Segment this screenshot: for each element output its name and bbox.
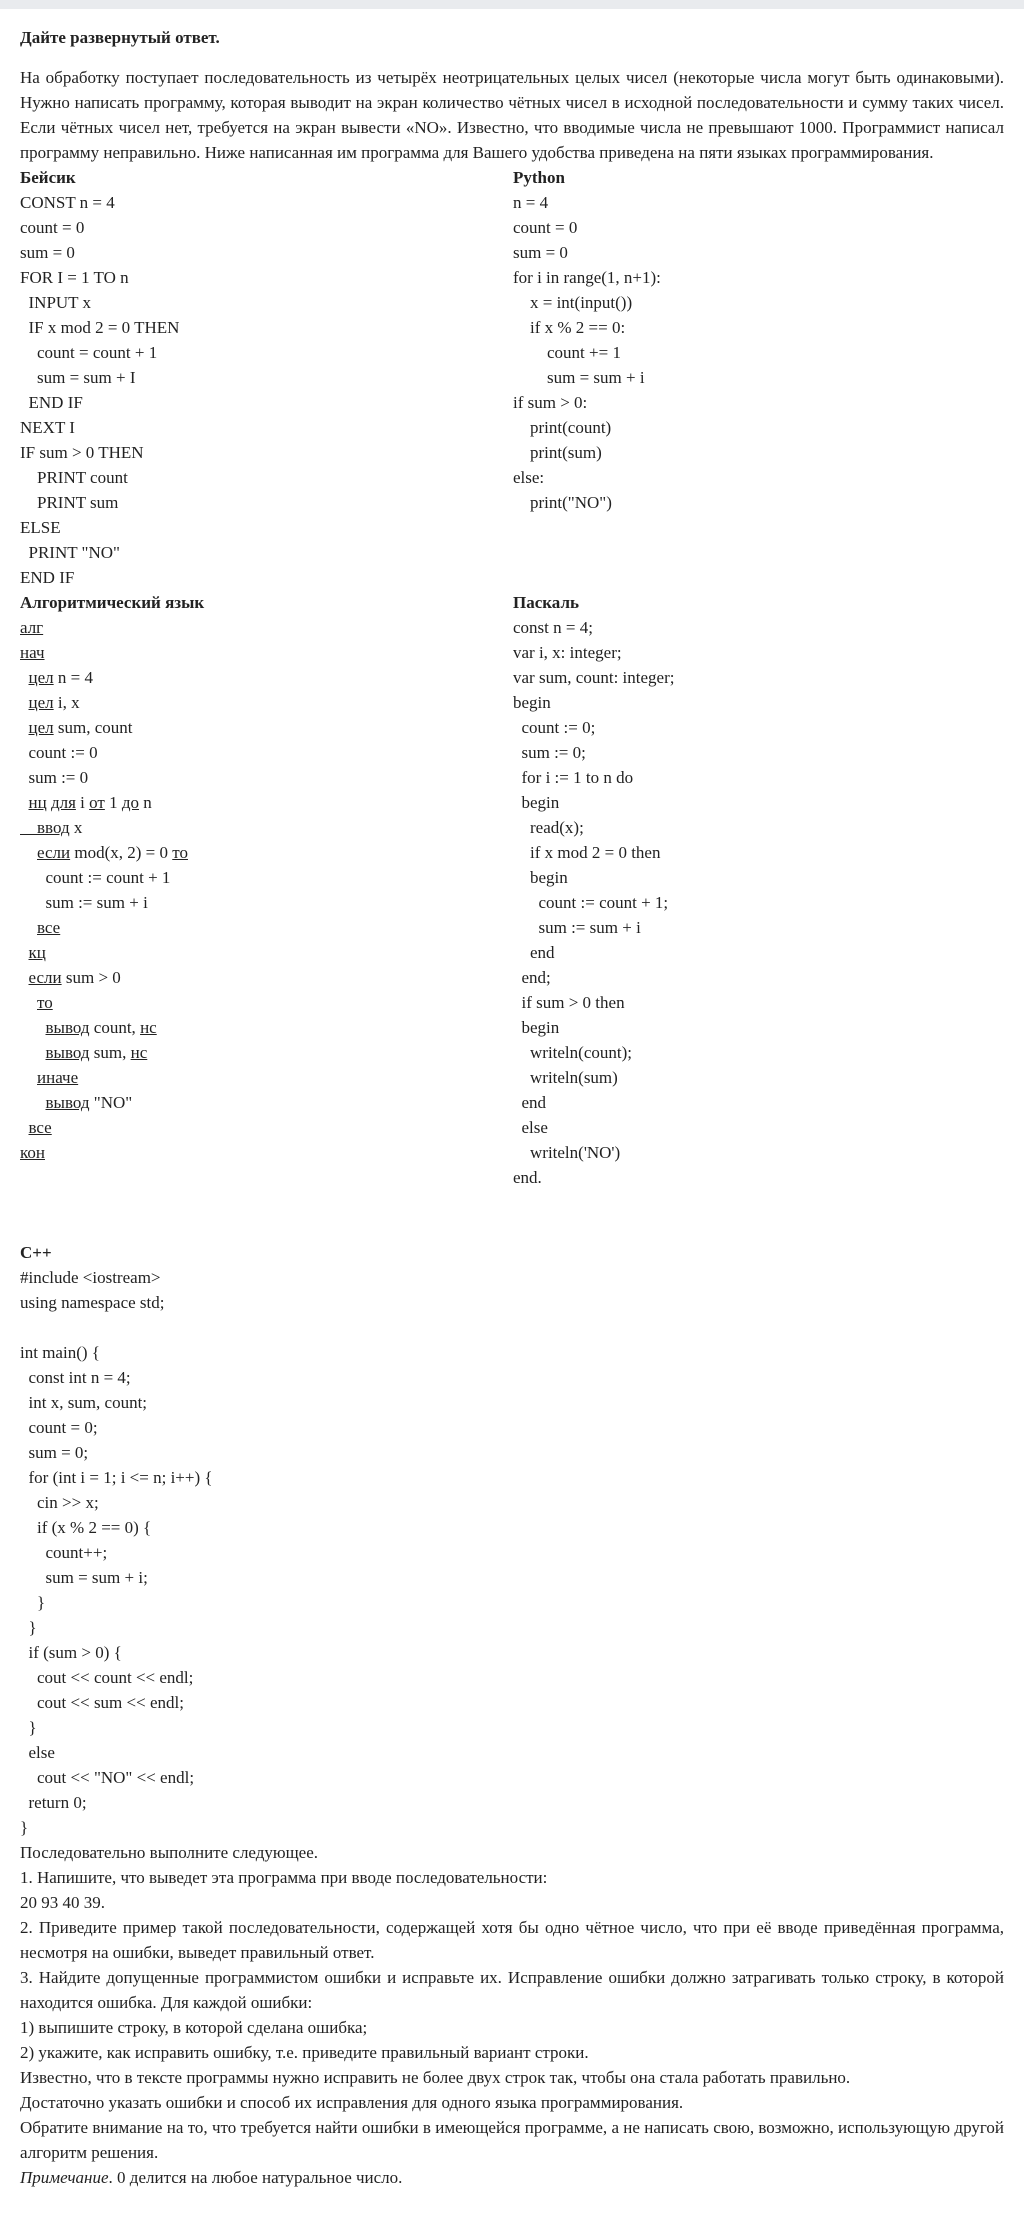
code-text: "NO" xyxy=(89,1093,133,1112)
code-line: if (sum > 0) { xyxy=(20,1643,122,1662)
question-line: Достаточно указать ошибки и способ их исправления для одного языка программирования. xyxy=(20,2093,684,2112)
code-line: x = int(input()) xyxy=(513,293,633,312)
code-line: count = 0 xyxy=(513,218,578,237)
spacer xyxy=(20,1190,1004,1215)
code-text: n xyxy=(139,793,152,812)
keyword: все xyxy=(28,1118,52,1137)
code-line: using namespace std; xyxy=(20,1293,165,1312)
code-line: NEXT I xyxy=(20,418,75,437)
cpp-header: C++ xyxy=(20,1243,52,1262)
code-line: begin xyxy=(513,1018,560,1037)
python-header: Python xyxy=(513,168,565,187)
code-line: for i := 1 to n do xyxy=(513,768,634,787)
question-line: 20 93 40 39. xyxy=(20,1893,105,1912)
code-line: return 0; xyxy=(20,1793,87,1812)
code-line: PRINT count xyxy=(20,468,128,487)
code-line: int main() { xyxy=(20,1343,100,1362)
task-intro: На обработку поступает последовательность из четырёх неотрицательных целых чисел (некоторые числа могут быть одинаковыми). Нужно написать программу, которая выводит на экран количество чётных чисел в исходной последовательности и сумму таких чисел. Если чётных чисел нет, требуется на экран вывести «NO». Известно, что вводимые числа не превышают 1000. Программист написал программу неправильно. Ниже написанная им программа для Вашего удобства приведена на пяти языках программирования. xyxy=(20,68,1004,162)
code-line: END IF xyxy=(20,568,75,587)
code-text: n = 4 xyxy=(53,668,93,687)
code-line: sum = sum + I xyxy=(20,368,136,387)
keyword: цел xyxy=(28,718,54,737)
code-text: sum := sum + i xyxy=(45,893,148,912)
code-line: sum := sum + i xyxy=(513,918,641,937)
code-line: } xyxy=(20,1618,37,1637)
code-text: mod(x, 2) = 0 xyxy=(70,843,173,862)
keyword: все xyxy=(37,918,61,937)
code-line: CONST n = 4 xyxy=(20,193,115,212)
code-line: count := 0; xyxy=(513,718,596,737)
keyword: нс xyxy=(130,1043,148,1062)
code-line: var i, x: integer; xyxy=(513,643,622,662)
code-line: cout << "NO" << endl; xyxy=(20,1768,195,1787)
code-line: var sum, count: integer; xyxy=(513,668,675,687)
keyword: если xyxy=(37,843,71,862)
code-line: ELSE xyxy=(20,518,61,537)
code-line: sum = 0; xyxy=(20,1443,89,1462)
code-line xyxy=(20,790,513,815)
code-text: count := count + 1 xyxy=(45,868,171,887)
note-line xyxy=(20,2165,1004,2190)
code-line xyxy=(20,715,513,740)
code-text: x xyxy=(69,818,83,837)
code-line: if x % 2 == 0: xyxy=(513,318,626,337)
code-line: for i in range(1, n+1): xyxy=(513,268,661,287)
keyword: от xyxy=(89,793,105,812)
code-line: IF sum > 0 THEN xyxy=(20,443,144,462)
keyword: то xyxy=(37,993,53,1012)
code-line: count++; xyxy=(20,1543,108,1562)
code-line: end xyxy=(513,1093,547,1112)
spacer xyxy=(20,1215,1004,1240)
python-code xyxy=(513,190,1004,515)
code-line: else xyxy=(513,1118,548,1137)
code-line xyxy=(20,1015,513,1040)
code-line: PRINT "NO" xyxy=(20,543,120,562)
code-line: count = 0; xyxy=(20,1418,98,1437)
code-line: count = 0 xyxy=(20,218,85,237)
keyword xyxy=(20,818,37,837)
code-line: count = count + 1 xyxy=(20,343,158,362)
code-line: writeln(count); xyxy=(513,1043,632,1062)
code-line: } xyxy=(20,1593,46,1612)
code-line xyxy=(20,765,513,790)
code-text: i, x xyxy=(53,693,80,712)
code-line: begin xyxy=(513,868,568,887)
code-line: if x mod 2 = 0 then xyxy=(513,843,661,862)
code-line: sum := 0; xyxy=(513,743,586,762)
question-line: 3. Найдите допущенные программистом ошибки и исправьте их. Исправление ошибки должно затрагивать только строку, в которой находится ошибка. Для каждой ошибки: xyxy=(20,1968,1004,2012)
code-line: end. xyxy=(513,1168,542,1187)
code-line xyxy=(20,840,513,865)
code-line: sum = 0 xyxy=(20,243,75,262)
keyword: вывод xyxy=(45,1018,90,1037)
algo-block xyxy=(20,590,513,1190)
code-line xyxy=(20,940,513,965)
code-line: for (int i = 1; i <= n; i++) { xyxy=(20,1468,213,1487)
code-line xyxy=(20,990,513,1015)
question-line: Известно, что в тексте программы нужно исправить не более двух строк так, чтобы она стала работать правильно. xyxy=(20,2068,851,2087)
cpp-block xyxy=(20,1240,1004,1840)
code-line: int x, sum, count; xyxy=(20,1393,148,1412)
keyword: алг xyxy=(20,618,44,637)
code-text: sum, count xyxy=(53,718,133,737)
code-text: i xyxy=(75,793,90,812)
keyword: кон xyxy=(20,1143,45,1162)
pascal-header: Паскаль xyxy=(513,593,579,612)
code-line xyxy=(20,1090,513,1115)
note-text: . 0 делится на любое натуральное число. xyxy=(108,2168,403,2187)
keyword: для xyxy=(50,793,76,812)
code-line: writeln('NO') xyxy=(513,1143,621,1162)
code-line: n = 4 xyxy=(513,193,549,212)
code-line: read(x); xyxy=(513,818,584,837)
code-line: print(count) xyxy=(513,418,612,437)
keyword: цел xyxy=(28,693,54,712)
code-line: else xyxy=(20,1743,55,1762)
question-line: Обратите внимание на то, что требуется найти ошибки в имеющейся программе, а не написать свою, возможно, использующую другой алгоритм решения. xyxy=(20,2118,1004,2162)
code-text: count := 0 xyxy=(28,743,98,762)
question-line: Последовательно выполните следующее. xyxy=(20,1843,319,1862)
code-text: 1 xyxy=(104,793,122,812)
cpp-code xyxy=(20,1265,1004,1840)
basic-code xyxy=(20,190,513,590)
code-line: if sum > 0: xyxy=(513,393,588,412)
basic-header: Бейсик xyxy=(20,168,76,187)
code-line xyxy=(20,815,513,840)
keyword: нс xyxy=(140,1018,157,1037)
code-line: } xyxy=(20,1718,37,1737)
question-line: 1) выпишите строку, в которой сделана ошибка; xyxy=(20,2018,368,2037)
keyword: нц xyxy=(28,793,47,812)
keyword: ввод xyxy=(37,818,70,837)
basic-block xyxy=(20,165,513,590)
keyword: цел xyxy=(28,668,54,687)
question-line: 2) укажите, как исправить ошибку, т.е. приведите правильный вариант строки. xyxy=(20,2043,589,2062)
code-line: cin >> x; xyxy=(20,1493,99,1512)
code-line xyxy=(20,615,513,640)
top-bar xyxy=(0,0,1024,9)
pascal-code xyxy=(513,615,1004,1190)
code-line xyxy=(20,1065,513,1090)
question-line: 1. Напишите, что выведет эта программа при вводе последовательности: xyxy=(20,1868,548,1887)
code-line: END IF xyxy=(20,393,83,412)
question-line: 2. Приведите пример такой последовательности, содержащей хотя бы одно чётное число, что при её вводе приведённая программа, несмотря на ошибки, выведет правильный ответ. xyxy=(20,1918,1004,1962)
task-title: Дайте развернутый ответ. xyxy=(20,28,220,47)
code-line: writeln(sum) xyxy=(513,1068,618,1087)
keyword: вывод xyxy=(45,1093,90,1112)
code-line xyxy=(20,740,513,765)
keyword: то xyxy=(172,843,188,862)
code-line: FOR I = 1 TO n xyxy=(20,268,129,287)
code-line: begin xyxy=(513,693,551,712)
keyword: вывод xyxy=(45,1043,90,1062)
code-line xyxy=(20,865,513,890)
code-line: #include <iostream> xyxy=(20,1268,161,1287)
code-row-2 xyxy=(20,590,1004,1190)
keyword: до xyxy=(121,793,140,812)
code-text: sum := 0 xyxy=(28,768,89,787)
code-line: if (x % 2 == 0) { xyxy=(20,1518,152,1537)
python-block xyxy=(513,165,1004,590)
code-line xyxy=(20,1315,1004,1340)
code-line: print("NO") xyxy=(513,493,612,512)
code-line xyxy=(20,965,513,990)
code-line: INPUT x xyxy=(20,293,91,312)
code-line xyxy=(20,915,513,940)
code-line: PRINT sum xyxy=(20,493,119,512)
code-line: count += 1 xyxy=(513,343,621,362)
algo-header: Алгоритмический язык xyxy=(20,593,205,612)
code-text: sum > 0 xyxy=(61,968,121,987)
code-line: sum = sum + i xyxy=(513,368,645,387)
code-line: else: xyxy=(513,468,545,487)
keyword: если xyxy=(28,968,62,987)
code-line xyxy=(20,690,513,715)
code-line: sum = sum + i; xyxy=(20,1568,148,1587)
questions-block xyxy=(20,1840,1004,2190)
keyword: иначе xyxy=(37,1068,79,1087)
code-line xyxy=(20,665,513,690)
code-text: count, xyxy=(89,1018,141,1037)
code-line xyxy=(20,640,513,665)
code-line xyxy=(20,1140,513,1165)
code-row-1 xyxy=(20,165,1004,590)
code-line: const int n = 4; xyxy=(20,1368,131,1387)
pascal-block xyxy=(513,590,1004,1190)
code-line: IF x mod 2 = 0 THEN xyxy=(20,318,180,337)
code-line: if sum > 0 then xyxy=(513,993,625,1012)
code-line: cout << count << endl; xyxy=(20,1668,194,1687)
code-line: count := count + 1; xyxy=(513,893,669,912)
code-line: } xyxy=(20,1818,29,1837)
keyword: кц xyxy=(28,943,46,962)
code-line xyxy=(20,1040,513,1065)
code-line: end; xyxy=(513,968,551,987)
algo-code xyxy=(20,615,513,1165)
code-line: print(sum) xyxy=(513,443,602,462)
code-line xyxy=(20,890,513,915)
code-text: sum, xyxy=(89,1043,131,1062)
note-label: Примечание xyxy=(20,2168,109,2187)
code-line: const n = 4; xyxy=(513,618,593,637)
keyword: нач xyxy=(20,643,45,662)
code-line: sum = 0 xyxy=(513,243,568,262)
code-line xyxy=(20,1115,513,1140)
code-line: begin xyxy=(513,793,560,812)
code-line: end xyxy=(513,943,555,962)
task-page xyxy=(0,26,1024,2190)
code-line: cout << sum << endl; xyxy=(20,1693,184,1712)
